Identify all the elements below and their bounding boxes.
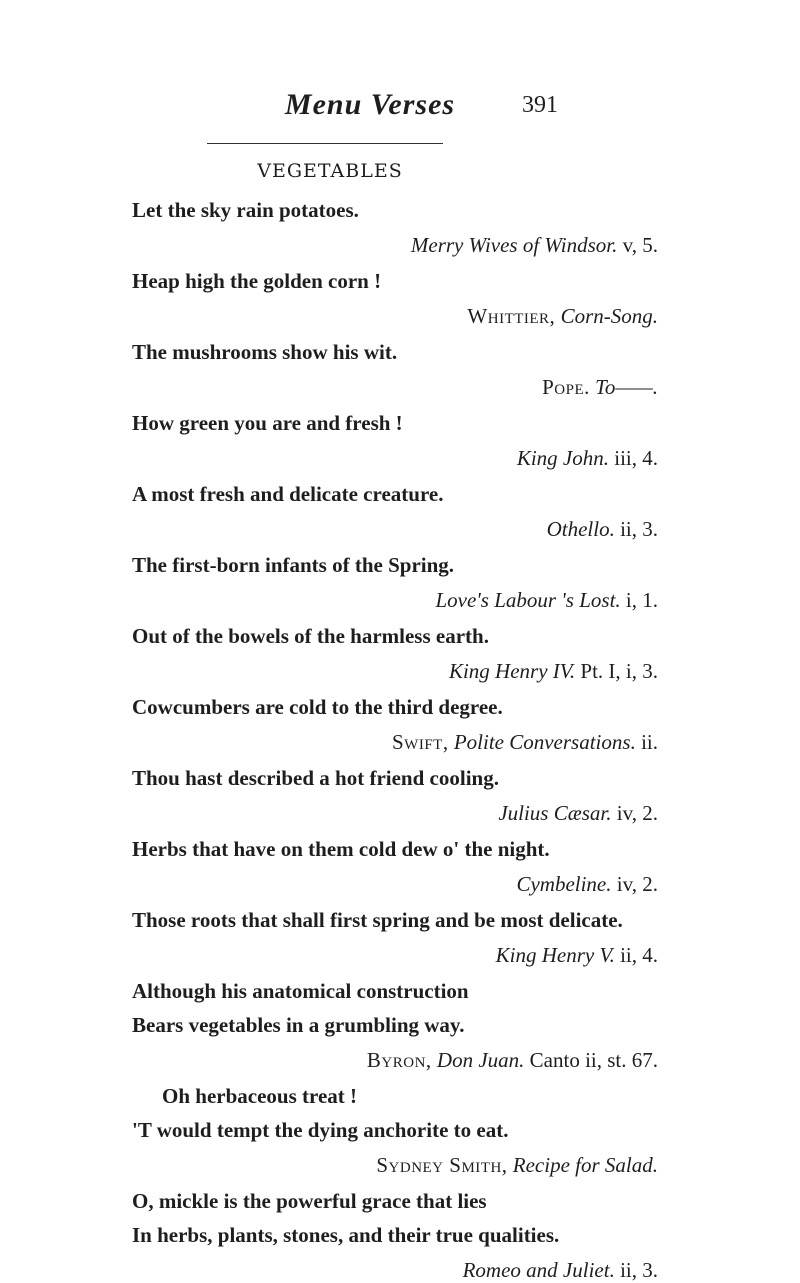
quote-line: Oh herbaceous treat ! [162, 1084, 357, 1108]
citation-title: Othello. [546, 517, 615, 541]
citation [435, 588, 658, 613]
citation-ref: ii, 3. [620, 517, 658, 541]
citation-author: Whittier, [467, 304, 556, 328]
citation-title: To——. [595, 375, 658, 399]
citation [449, 659, 658, 684]
citation-author: Byron, [366, 1048, 432, 1072]
citation-title: Julius Cæsar. [498, 801, 612, 825]
citation-title: Don Juan. [436, 1048, 525, 1072]
citation-ref: iii, 4. [614, 446, 658, 470]
quote-line: In herbs, plants, stones, and their true qualities. [132, 1223, 560, 1247]
quote-line: How green you are and fresh ! [132, 411, 403, 435]
quote-line: Cowcumbers are cold to the third degree. [132, 695, 503, 719]
citation-ref: iv, 2. [616, 872, 658, 896]
citation-ref: Canto ii, st. 67. [529, 1048, 658, 1072]
quote-line: The mushrooms show his wit. [132, 340, 398, 364]
citation [496, 943, 658, 968]
citation [547, 517, 658, 542]
section-title: VEGETABLES [257, 160, 403, 182]
citation-ref: ii. [641, 730, 658, 754]
citation-title: King John. [516, 446, 609, 470]
citation-ref: ii, 4. [620, 943, 658, 967]
citation [542, 375, 658, 400]
citation [411, 233, 658, 258]
quote-line: The first-born infants of the Spring. [132, 553, 455, 577]
citation-title: Cymbeline. [516, 872, 612, 896]
quote-line: Out of the bowels of the harmless earth. [132, 624, 489, 648]
citation [517, 446, 658, 471]
quote-line: Bears vegetables in a grumbling way. [132, 1013, 465, 1037]
citation-author: Swift, [391, 730, 449, 754]
citation-title: Merry Wives of Windsor. [410, 233, 618, 257]
quote-line: Although his anatomical construction [132, 979, 469, 1003]
citation [376, 1153, 658, 1178]
citation-ref: i, 1. [625, 588, 658, 612]
divider-rule [207, 143, 443, 144]
citation-ref: iv, 2. [616, 801, 658, 825]
running-head [0, 88, 800, 128]
citation-author: Sydney Smith, [376, 1153, 508, 1177]
citation-ref: v, 5. [622, 233, 658, 257]
citation-title: Polite Conversations. [453, 730, 636, 754]
citation-title: Recipe for Salad. [512, 1153, 658, 1177]
quote-line: A most fresh and delicate creature. [132, 482, 444, 506]
quote-line: Heap high the golden corn ! [132, 269, 382, 293]
citation-title: Romeo and Juliet. [462, 1258, 615, 1282]
quote-line: 'T would tempt the dying anchorite to eat. [132, 1118, 509, 1142]
citation [467, 304, 658, 329]
citation [498, 801, 658, 826]
citation [463, 1258, 658, 1283]
running-title: Menu Verses [284, 88, 456, 121]
citation [367, 1048, 658, 1073]
quote-line: Let the sky rain potatoes. [132, 198, 359, 222]
citation-title: King Henry IV. [448, 659, 576, 683]
citation-author: Pope. [542, 375, 590, 399]
citation [392, 730, 658, 755]
quote-line: Herbs that have on them cold dew o' the night. [132, 837, 550, 861]
citation-title: Corn-Song. [560, 304, 658, 328]
citation-title: Love's Labour 's Lost. [435, 588, 621, 612]
citation-ref: ii, 3. [620, 1258, 658, 1282]
citation-ref: Pt. I, i, 3. [580, 659, 658, 683]
quote-line: Those roots that shall first spring and be most delicate. [132, 908, 623, 932]
quote-line: O, mickle is the powerful grace that lies [132, 1189, 487, 1213]
page-number: 391 [522, 92, 558, 118]
citation-title: King Henry V. [495, 943, 615, 967]
citation [516, 872, 658, 897]
quote-line: Thou hast described a hot friend cooling. [132, 766, 499, 790]
